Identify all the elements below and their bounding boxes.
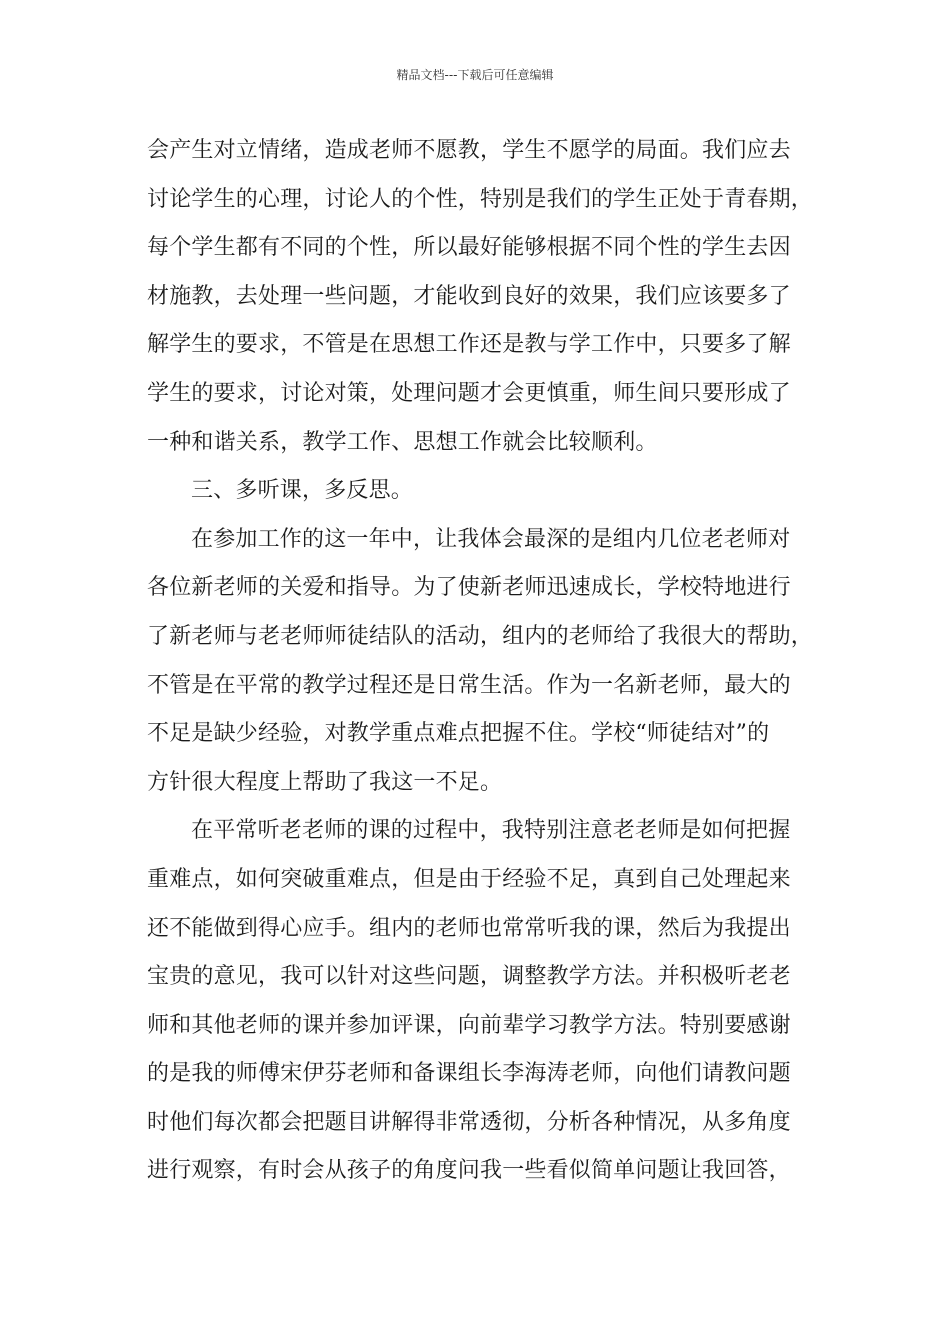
text-line: 了新老师与老老师师徒结队的活动，组内的老师给了我很大的帮助， <box>147 623 814 649</box>
text-line: 各位新老师的关爱和指导。为了使新老师迅速成长，学校特地进行 <box>147 575 791 601</box>
text-line: 方针很大程度上帮助了我这一不足。 <box>147 769 503 795</box>
text-line: 每个学生都有不同的个性，所以最好能够根据不同个性的学生去因 <box>147 235 791 261</box>
page-header: 精品文档---下载后可任意编辑 <box>396 68 554 82</box>
paragraph <box>147 807 827 1196</box>
text-line: 师和其他老师的课并参加评课，向前辈学习教学方法。特别要感谢 <box>147 1012 791 1038</box>
paragraph <box>147 127 827 467</box>
text-line: 在参加工作的这一年中，让我体会最深的是组内几位老老师对 <box>191 526 791 552</box>
text-line: 材施教，去处理一些问题，才能收到良好的效果，我们应该要多了 <box>147 283 791 309</box>
text-line: 重难点，如何突破重难点，但是由于经验不足，真到自己处理起来 <box>147 866 791 892</box>
paragraph <box>147 516 827 808</box>
text-line: 学生的要求，讨论对策，处理问题才会更慎重，师生间只要形成了 <box>147 380 791 406</box>
text-line: 在平常听老老师的课的过程中，我特别注意老老师是如何把握 <box>191 818 791 844</box>
text-line: 的是我的师傅宋伊芬老师和备课组长李海涛老师，向他们请教问题 <box>147 1061 791 1087</box>
text-line: 解学生的要求，不管是在思想工作还是教与学工作中，只要多了解 <box>147 332 791 358</box>
text-line: 不管是在平常的教学过程还是日常生活。作为一名新老师，最大的 <box>147 672 791 698</box>
text-line: 三、多听课，多反思。 <box>191 478 414 504</box>
text-line: 进行观察，有时会从孩子的角度问我一些看似简单问题让我回答， <box>147 1158 791 1184</box>
text-line: 不足是缺少经验，对教学重点难点把握不住。学校“师徒结对”的 <box>147 721 770 747</box>
text-line: 时他们每次都会把题目讲解得非常透彻，分析各种情况，从多角度 <box>147 1109 791 1135</box>
text-line: 一种和谐关系，教学工作、思想工作就会比较顺利。 <box>147 429 658 455</box>
text-line: 讨论学生的心理，讨论人的个性，特别是我们的学生正处于青春期， <box>147 186 814 212</box>
section-heading <box>147 467 827 516</box>
text-line: 还不能做到得心应手。组内的老师也常常听我的课，然后为我提出 <box>147 915 791 941</box>
text-line: 宝贵的意见，我可以针对这些问题，调整教学方法。并积极听老老 <box>147 964 791 990</box>
document-body <box>147 127 827 1196</box>
text-line: 会产生对立情绪，造成老师不愿教，学生不愿学的局面。我们应去 <box>147 138 791 163</box>
